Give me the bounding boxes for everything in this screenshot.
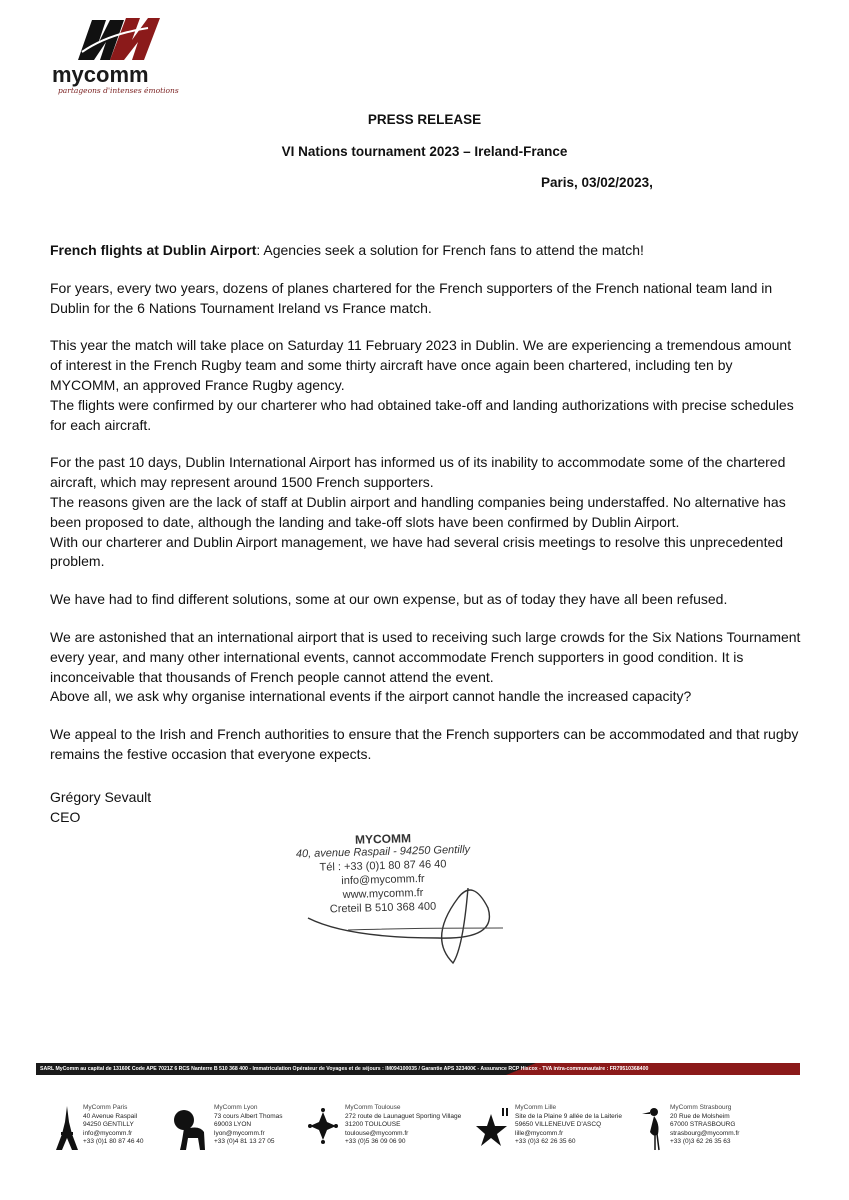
office-paris <box>83 1104 144 1147</box>
paragraph: We have had to find different solutions, some at our own expense, but as of today they have all been refused. <box>50 591 728 608</box>
paragraph: We appeal to the Irish and French authorities to ensure that the French supporters can be accommodated and that rugby remains the festive occasion that everyone expects. <box>50 726 799 762</box>
office-name: MyComm Lyon <box>214 1104 258 1111</box>
office-toulouse <box>345 1104 461 1147</box>
office-line: 20 Rue de Molsheim <box>670 1112 730 1120</box>
signature-block <box>50 787 151 827</box>
paragraph: We are astonished that an international airport that is used to receiving such large crowds for the Six Nations Tournament every year, and many other international events, cannot accommodate French supporters in good condition. It is inconceivable that thousands of French people cannot attend the event. <box>50 628 801 685</box>
stamp-company: MYCOMM <box>354 831 412 847</box>
office-strasbourg <box>670 1104 739 1147</box>
logo-wordmark: mycomm <box>52 62 149 87</box>
eiffel-tower-icon <box>52 1104 82 1152</box>
press-release-body <box>50 241 802 783</box>
lead-rest: : Agencies seek a solution for French fans to attend the match! <box>256 242 644 258</box>
signatory-name: Grégory Sevault <box>50 789 152 805</box>
office-line: info@mycomm.fr <box>83 1129 133 1137</box>
office-lille <box>515 1104 622 1147</box>
office-line: +33 (0)3 62 26 35 63 <box>670 1138 731 1145</box>
paragraph: The flights were confirmed by our charterer who had obtained take-off and landing authorizations with precise schedules for each aircraft. <box>50 396 794 433</box>
office-line: 31200 TOULOUSE <box>345 1121 401 1128</box>
office-name: MyComm Paris <box>83 1104 128 1111</box>
paragraph: With our charterer and Dublin Airport management, we have had several crisis meetings to resolve this unprecedented problem. <box>50 533 784 570</box>
document-date: Paris, 03/02/2023, <box>541 175 653 190</box>
document-title: PRESS RELEASE <box>367 112 482 127</box>
office-line: 67000 STRASBOURG <box>670 1121 736 1128</box>
paragraph: Above all, we ask why organise international events if the airport cannot handle the increased capacity? <box>50 688 692 705</box>
stamp-phone: Tél : +33 (0)1 80 87 46 40 <box>319 858 447 874</box>
lead-bold: French flights at Dublin Airport <box>50 242 257 258</box>
office-line: 59650 VILLENEUVE D'ASCQ <box>515 1121 602 1128</box>
office-line: +33 (0)5 36 09 06 90 <box>345 1138 406 1145</box>
office-line: lyon@mycomm.fr <box>214 1129 265 1137</box>
paragraph: This year the match will take place on Saturday 11 February 2023 in Dublin. We are experiencing a tremendous amount of interest in the French Rugby team and some thirty aircraft have once again been chartered, including ten by MYCOMM, an approved France Rugby agency. <box>50 337 792 393</box>
paragraph: The reasons given are the lack of staff at Dublin airport and handling companies being understaffed. No alternative has been proposed to date, although the landing and take-off slots have been confirmed by Dublin Airport. <box>50 493 786 530</box>
signatory-role: CEO <box>50 809 81 825</box>
lion-icon <box>172 1104 208 1152</box>
office-name: MyComm Toulouse <box>345 1104 401 1111</box>
footer-legal-text: SARL MyComm au capital de 13160€ Code APE 7021Z 6 RCS Nanterre B 510 368 400 - Immatriculation Opérateur de Voyages et de séjours : IM094100035 / Garantie APS 323400€ - Assurance RCP Hiscox - TVA intra-communautaire : FR79510368400 <box>40 1066 649 1072</box>
office-line: Site de la Plaine 9 allée de la Laiterie <box>515 1112 622 1120</box>
office-line: 69003 LYON <box>214 1121 252 1128</box>
office-line: 73 cours Albert Thomas <box>214 1112 283 1120</box>
office-line: 94250 GENTILLY <box>83 1121 134 1128</box>
lead-paragraph <box>50 241 802 261</box>
stork-icon <box>640 1104 670 1152</box>
paragraph: For the past 10 days, Dublin International Airport has informed us of its inability to accommodate some of the chartered aircraft, which may represent around 1500 French supporters. <box>50 454 786 491</box>
occitan-cross-icon <box>308 1104 338 1152</box>
handwritten-signature <box>288 868 518 968</box>
office-line: lille@mycomm.fr <box>515 1129 564 1137</box>
company-stamp <box>248 828 518 968</box>
office-name: MyComm Strasbourg <box>670 1104 732 1111</box>
office-line: 40 Avenue Raspail <box>83 1112 138 1120</box>
office-line: 272 route de Launaguet Sporting Village <box>345 1112 462 1120</box>
stamp-registration: Creteil B 510 368 400 <box>329 900 437 916</box>
office-line: strasbourg@mycomm.fr <box>670 1129 740 1137</box>
office-line: +33 (0)4 81 13 27 05 <box>214 1138 275 1145</box>
paragraph: For years, every two years, dozens of planes chartered for the French supporters of the French national team land in Dublin for the 6 Nations Tournament Ireland vs France match. <box>50 279 773 316</box>
office-line: +33 (0)3 62 26 35 60 <box>515 1138 576 1145</box>
document-subtitle: VI Nations tournament 2023 – Ireland-France <box>281 144 568 159</box>
stamp-website: www.mycomm.fr <box>342 886 424 902</box>
office-lyon <box>214 1104 283 1147</box>
star-icon <box>476 1104 510 1152</box>
office-line: toulouse@mycomm.fr <box>345 1129 409 1137</box>
office-line: +33 (0)1 80 87 46 40 <box>83 1138 144 1145</box>
stamp-address: 40, avenue Raspail - 94250 Gentilly <box>295 843 471 861</box>
logo-tagline: partageons d'intenses émotions <box>58 86 179 95</box>
office-name: MyComm Lille <box>515 1104 557 1111</box>
stamp-email: info@mycomm.fr <box>341 872 425 888</box>
